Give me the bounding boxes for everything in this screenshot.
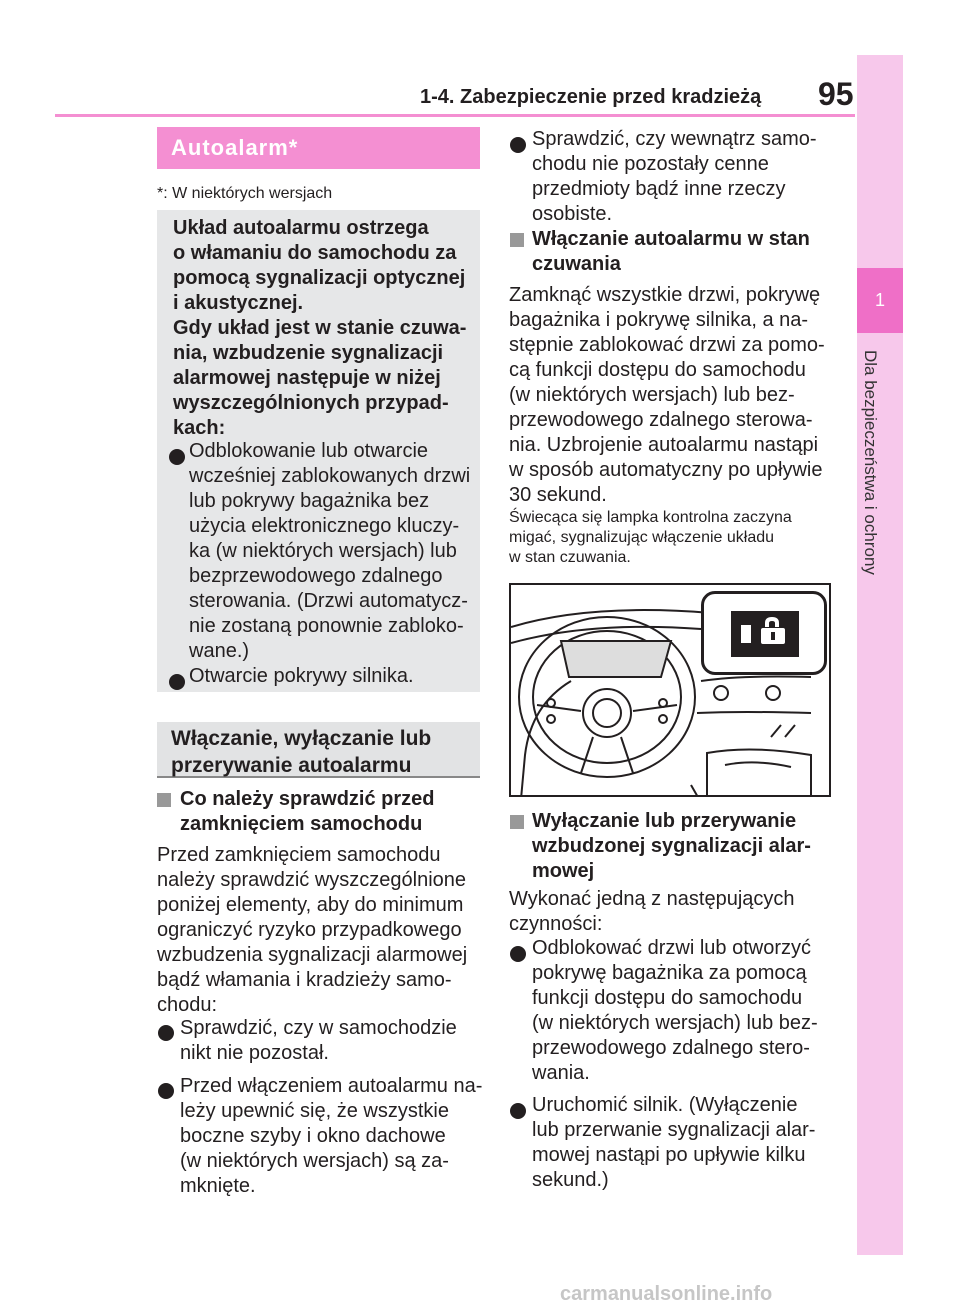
intro-line: nia, wzbudzenie sygnalizacji (173, 342, 444, 364)
indicator-callout (701, 591, 827, 675)
bullet-dot-icon (510, 1103, 526, 1119)
bullet-dot-icon (510, 946, 526, 962)
chapter-sidebar (857, 55, 903, 1255)
sub1-bullet-1: Sprawdzić, czy w samochodzie nikt nie pozostał. (180, 1017, 457, 1064)
sub3-bullet-1: Odblokować drzwi lub otworzyć pokrywę bagażnika za pomocą funkcji dostępu do samochodu (w niektórych wersjach) lub bez- przewodowego zdalnego stero- wania. (532, 937, 818, 1084)
bullet-dot-icon (158, 1083, 174, 1099)
intro-box (157, 210, 480, 692)
page-number: 95 (818, 76, 854, 112)
intro-line: pomocą sygnalizacji optycznej (173, 267, 466, 289)
sub3-heading: Wyłączanie lub przerywanie wzbudzonej sygnalizacji alar- mowej (532, 810, 811, 882)
subheading-square-icon (157, 793, 171, 807)
intro-line: alarmowej następuje w niżej (173, 367, 441, 389)
sub2-note: Świecąca się lampka kontrolna zaczyna migać, sygnalizując włączenie układu w stan czuwania. (509, 509, 792, 566)
chapter-number: 1 (857, 268, 903, 333)
bullet-dot-icon (169, 449, 185, 465)
sub1-heading: Co należy sprawdzić przed zamknięciem samochodu (180, 788, 435, 835)
subheading-square-icon (510, 815, 524, 829)
chapter-title: Dla bezpieczeństwa i ochrony (861, 350, 880, 575)
autoalarm-heading: Autoalarm* (157, 127, 480, 169)
sub3-bullet-2: Uruchomić silnik. (Wyłączenie lub przerwanie sygnalizacji alar- mowej nastąpi po upływie kilku sekund.) (532, 1094, 816, 1191)
section2-heading: Włączanie, wyłączanie lub przerywanie autoalarmu (157, 722, 480, 778)
bullet-dot-icon (158, 1025, 174, 1041)
sub1-body: Przed zamknięciem samochodu należy sprawdzić wyszczególnione poniżej elementy, aby do minimum ograniczyć ryzyko przypadkowego wzbudzenia sygnalizacji alarmowej bądź włamania i kradzieży samo- chodu: (157, 844, 468, 1016)
watermark: carmanualsonline.info (560, 1283, 773, 1305)
footnote: *: W niektórych wersjach (157, 185, 333, 202)
sub2-heading: Włączanie autoalarmu w stan czuwania (532, 228, 810, 275)
security-indicator-lock-icon (731, 611, 799, 657)
intro-bullet-1: Odblokowanie lub otwarcie wcześniej zablokowanych drzwi lub pokrywy bagażnika bez użycia elektronicznego kluczy- ka (w niektórych wersjach) lub bezprzewodowego zdalnego sterowania. (Drzwi automatycz- nie zostaną ponownie zabloko- wane.) (189, 440, 471, 662)
intro-bullet-2: Otwarcie pokrywy silnika. (189, 665, 414, 687)
sub3-body: Wykonać jedną z następujących czynności: (509, 888, 795, 935)
subheading-square-icon (510, 233, 524, 247)
section-title: 1-4. Zabezpieczenie przed kradzieżą (420, 86, 762, 108)
intro-text (173, 216, 473, 441)
bullet-dot-icon (510, 137, 526, 153)
intro-line: i akustycznej. (173, 292, 304, 314)
sub2-body: Zamknąć wszystkie drzwi, pokrywę bagażnika i pokrywę silnika, a na- stępnie zablokować drzwi za pomo- cą funkcji dostępu do samochodu (w niektórych wersjach) lub bez- przewodowego zdalnego sterowa- nia. Uzbrojenie autoalarmu nastąpi w sposób automatyczny po upływie 30 sekund. (509, 284, 825, 506)
bullet-dot-icon (169, 674, 185, 690)
intro-line: kach: (173, 417, 226, 439)
right-bullet-top: Sprawdzić, czy wewnątrz samo- chodu nie pozostały cenne przedmioty bądź inne rzeczy osobiste. (532, 128, 817, 225)
intro-line: wyszczególnionych przypad- (173, 392, 449, 414)
intro-line: o włamaniu do samochodu za (173, 242, 457, 264)
steering-wheel-dashboard-illustration (509, 583, 831, 797)
sub1-bullet-2: Przed włączeniem autoalarmu na- leży upewnić się, że wszystkie boczne szyby i okno dachowe (w niektórych wersjach) są za- mknięte. (180, 1075, 483, 1197)
intro-line: Gdy układ jest w stanie czuwa- (173, 317, 467, 339)
intro-line: Układ autoalarmu ostrzega (173, 217, 429, 239)
header-divider (55, 114, 855, 117)
